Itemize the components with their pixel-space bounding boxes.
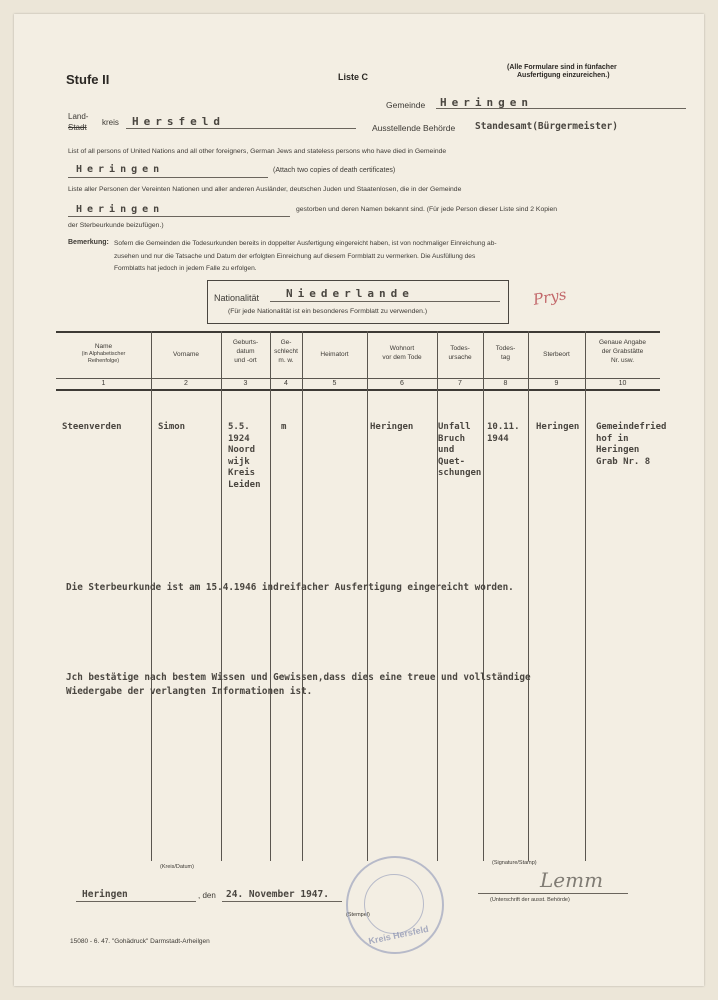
german-intro-3: der Sterbeurkunde beizufügen.) [68, 222, 164, 229]
footer-place-underline [76, 901, 196, 902]
cell-geburt: 5.5. 1924 Noord wijk Kreis Leiden [228, 422, 261, 490]
confirm-line-1: Jch bestätige nach bestem Wissen und Gewissen,dass dies eine treue und vollständige [66, 672, 531, 683]
stamp-text: Kreis Hersfeld [367, 923, 430, 947]
confirm-line-2: Wiedergabe der verlangten Informationen ist. [66, 686, 313, 697]
german-intro-1: Liste aller Personen der Vereinten Nationen und aller anderen Ausländer, deutschen Juden und Staatenlosen, die in der Gemeinde [68, 186, 462, 193]
cell-wohnort: Heringen [370, 422, 414, 432]
col-number-9: 9 [554, 380, 559, 387]
bemerkung-label: Bemerkung: [68, 239, 109, 246]
header-sterbeort: Sterbeort [543, 351, 570, 358]
gemeinde-underline [436, 108, 686, 109]
form-note-1: (Alle Formulare sind in fünfacher [507, 64, 617, 71]
header-geburt: Geburts- datum und -ort [232, 339, 259, 364]
gemeinde-label: Gemeinde [386, 100, 426, 110]
land-label: Land- [68, 112, 89, 121]
nationalitaet-note: (Für jede Nationalität ist ein besonderes Formblatt zu verwenden.) [228, 308, 428, 315]
header-geschlecht: Ge- schlecht m. w. [274, 339, 298, 364]
bemerkung-line-3: Formblatts hat jedoch in jedem Falle zu erfolgen. [114, 265, 257, 272]
cell-tag: 10.11. 1944 [487, 422, 520, 444]
english-place-underline [68, 177, 268, 178]
nationalitaet-label: Nationalität [214, 293, 260, 303]
official-stamp-inner [364, 874, 424, 934]
nationalitaet-value: Niederlande [286, 287, 414, 300]
german-place-underline [68, 216, 290, 217]
col-number-5: 5 [332, 380, 337, 387]
header-ursache: Todes- ursache [448, 345, 472, 361]
col-number-8: 8 [503, 380, 508, 387]
col-number-6: 6 [400, 380, 404, 387]
behoerde-label: Ausstellende Behörde [372, 123, 456, 133]
cell-ursache: Unfall Bruch und Quet- schungen [438, 422, 482, 478]
col-number-7: 7 [458, 380, 462, 387]
header-tag: Todes- tag [495, 345, 516, 361]
remark-line: Die Sterbeurkunde ist am 15.4.1946 indreifacher Ausfertigung eingereicht worden. [66, 582, 514, 593]
stufe-title: Stufe II [66, 72, 110, 87]
col-number-1: 1 [101, 380, 106, 387]
signature-line [478, 893, 628, 894]
header-heimatort: Heimatort [320, 351, 349, 358]
death-table [56, 331, 660, 861]
handwritten-signature: Lemm [540, 868, 604, 892]
form-note-2: Ausfertigung einzureichen.) [517, 72, 610, 79]
col-number-2: 2 [184, 380, 188, 387]
label-kreis-datum: (Kreis/Datum) [160, 864, 194, 870]
col-number-4: 4 [284, 380, 288, 387]
stadt-label: Stadt [68, 123, 87, 132]
col-number-3: 3 [243, 380, 248, 387]
printer-line: 15080 - 6. 47. "Gohädruck" Darmstadt-Arheilgen [70, 938, 210, 945]
header-grab: Genaue Angabe der Grabstätte Nr. usw. [599, 339, 646, 364]
header-vorname: Vorname [172, 351, 200, 358]
bemerkung-line-2: zusehen und nur die Tatsache und Datum der erfolgten Einreichung auf diesem Formblatt zu vermerken. Die Ausfüllung des [114, 253, 476, 260]
cell-grab: Gemeindefried hof in Heringen Grab Nr. 8 [596, 422, 667, 467]
english-intro-place: Heringen [76, 164, 165, 175]
header-wohnort: Wohnort vor dem Tode [382, 345, 422, 361]
footer-date: 24. November 1947. [226, 889, 329, 900]
gemeinde-value: Heringen [440, 96, 533, 109]
col-number-10: 10 [618, 380, 627, 387]
german-intro-2: gestorben und deren Namen bekannt sind. (Für jede Person dieser Liste sind 2 Kopien [296, 206, 558, 213]
english-intro-suffix: (Attach two copies of death certificates) [273, 167, 396, 174]
behoerde-value: Standesamt(Bürgermeister) [475, 121, 618, 132]
landkreis-value: Hersfeld [132, 115, 225, 128]
german-intro-place: Heringen [76, 204, 165, 215]
landkreis-underline [126, 128, 356, 129]
kreis-label: kreis [102, 118, 119, 127]
cell-vorname: Simon [158, 422, 186, 432]
footer-stempel: (Stempel) [346, 912, 370, 918]
cell-sterbeort: Heringen [536, 422, 580, 432]
footer-den: , den [198, 891, 216, 900]
footer-unterschrift: (Unterschrift der ausst. Behörde) [490, 897, 570, 903]
bemerkung-line-1: Sofern die Gemeinden die Todesurkunden bereits in doppelter Ausfertigung eingereicht haben, ist von nochmaliger Einreichung ab- [114, 240, 497, 247]
footer-place: Heringen [82, 889, 128, 900]
cell-name: Steenverden [62, 422, 122, 432]
label-signature: (Signature/Stamp) [492, 860, 537, 866]
english-intro: List of all persons of United Nations and all other foreigners, German Jews and stateless persons who have died in Gemeinde [68, 148, 447, 155]
footer-date-underline [222, 901, 342, 902]
nationalitaet-underline [270, 301, 500, 302]
cell-geschlecht: m [281, 422, 287, 432]
liste-title: Liste C [338, 72, 369, 82]
header-name: Name (in Alphabetischer Reihenfolge) [81, 343, 126, 364]
red-handwritten-mark: Prys [531, 285, 568, 309]
